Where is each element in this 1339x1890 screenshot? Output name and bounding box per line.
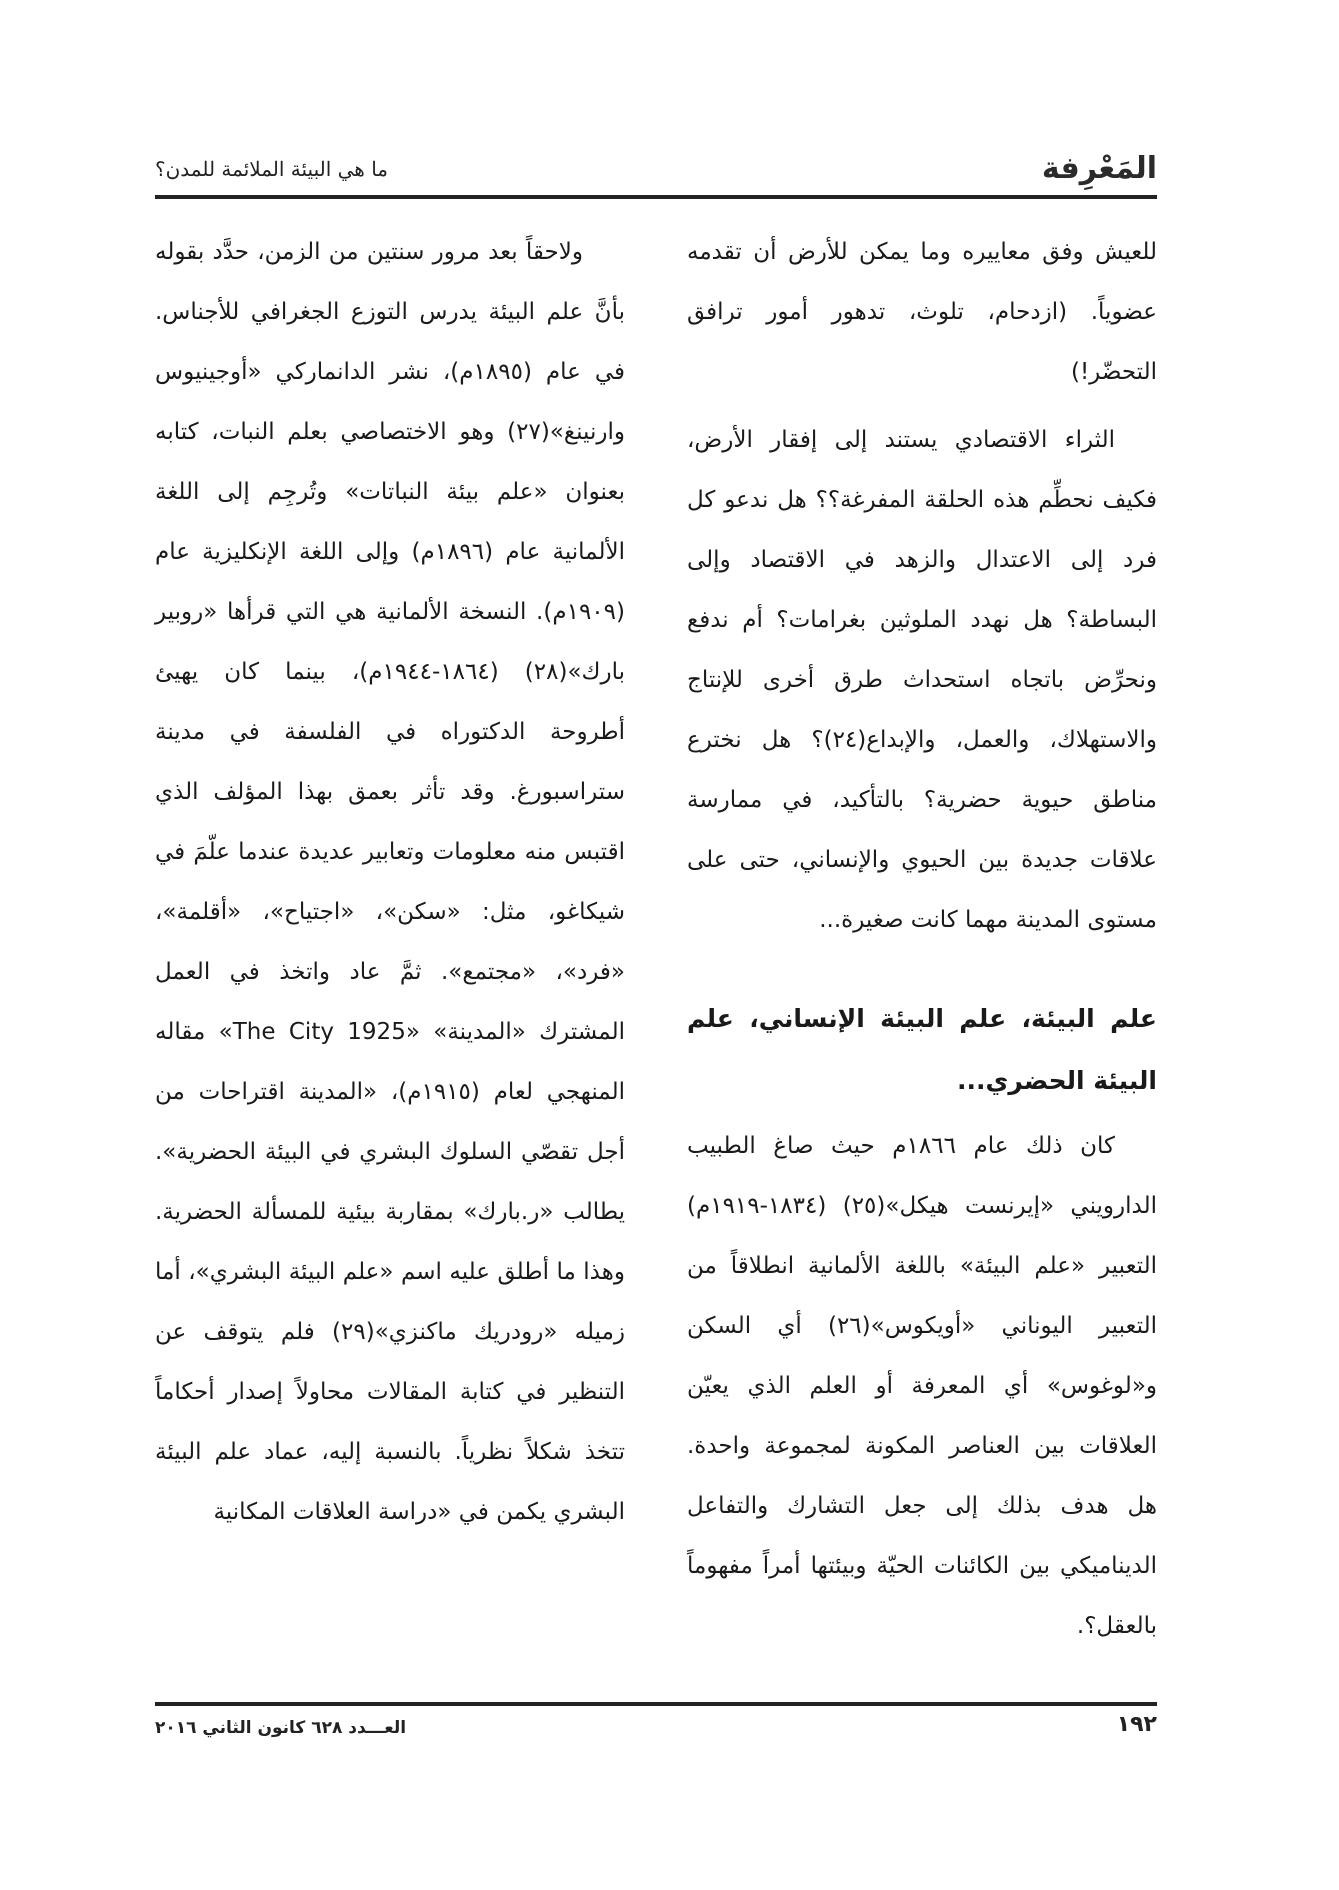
left-paragraph-1: ولاحقاً بعد مرور سنتين من الزمن، حدَّد بقوله بأنَّ علم البيئة يدرس التوزع الجغرافي للأجناس. في عام (١٨٩٥م)، نشر الدانماركي «أوجينيوس وارنينغ»(٢٧) وهو الاختصاصي بعلم النبات، كتابه بعنوان «علم بيئة النباتات» وتُرجِم إلى اللغة الألمانية عام (١٨٩٦م) وإلى اللغة الإنكليزية عام (١٩٠٩م). النسخة الألمانية هي التي قرأها «روبير بارك»(٢٨) (١٨٦٤-١٩٤٤م)، بينما كان يهيئ أطروحة الدكتوراه في الفلسفة في مدينة ستراسبورغ. وقد تأثر بعمق بهذا المؤلف الذي اقتبس منه معلومات وتعابير عديدة عندما علّمَ في شيكاغو، مثل: «سكن»، «اجتياح»، «أقلمة»، «فرد»، «مجتمع». ثمَّ عاد واتخذ في العمل المشترك «المدينة» «The City 1925» مقاله المنهجي لعام (١٩١٥م)، «المدينة اقتراحات من أجل تقصّي السلوك البشري في البيئة الحضرية». يطالب «ر.بارك» بمقاربة بيئية للمسألة الحضرية. وهذا ما أطلق عليه اسم «علم البيئة البشري»، أما زميله «رودريك ماكنزي»(٢٩) فلم يتوقف عن التنظير في كتابة المقالات محاولاً إصدار أحكاماً تتخذ شكلاً نظرياً. بالنسبة إليه، عماد علم البيئة البشري يكمن في «دراسة العلاقات المكانية (155, 239, 626, 1525)
magazine-logo: المَعْرِفة (1041, 151, 1157, 186)
right-paragraph-2: الثراء الاقتصادي يستند إلى إفقار الأرض، فكيف نحطِّم هذه الحلقة المفرغة؟؟ هل ندعو كل فرد إلى الاعتدال والزهد في الاقتصاد وإلى البساطة؟ هل نهدد الملوثين بغرامات؟ أم ندفع ونحرِّض باتجاه استحداث طرق أخرى للإنتاج والاستهلاك، والعمل، والإبداع(٢٤)؟ هل نخترع مناطق حيوية حضرية؟ بالتأكيد، في ممارسة علاقات جديدة بين الحيوي والإنساني، حتى على مستوى المدينة مهما كانت صغيرة... (687, 427, 1157, 933)
header-rule (155, 195, 1157, 199)
page-number: ١٩٢ (1116, 1712, 1157, 1737)
issue-info: العـــدد ٦٢٨ كانون الثاني ٢٠١٦ (155, 1718, 407, 1738)
right-paragraph-1: للعيش وفق معاييره وما يمكن للأرض أن تقدمه عضوياً. (ازدحام، تلوث، تدهور أمور ترافق التحضّر!) (687, 239, 1157, 385)
left-column (155, 222, 625, 1550)
page-header (155, 150, 1157, 188)
right-paragraph-3: كان ذلك عام ١٨٦٦م حيث صاغ الطبيب الدارويني «إيرنست هيكل»(٢٥) (١٨٣٤-١٩١٩م) التعبير «علم البيئة» باللغة الألمانية انطلاقاً من التعبير اليوناني «أويكوس»(٢٦) أي السكن و«لوغوس» أي المعرفة أو العلم الذي يعيّن العلاقات بين العناصر المكونة لمجموعة واحدة. هل هدف بذلك إلى جعل التشارك والتفاعل الديناميكي بين الكائنات الحيّة وبيئتها أمراً مفهوماً بالعقل؟. (687, 1133, 1157, 1639)
section-heading: علم البيئة، علم البيئة الإنساني، علم البيئة الحضري... (687, 1004, 1157, 1095)
footer-rule (155, 1702, 1157, 1706)
right-column (687, 222, 1157, 1664)
running-title: ما هي البيئة الملائمة للمدن؟ (155, 157, 389, 181)
